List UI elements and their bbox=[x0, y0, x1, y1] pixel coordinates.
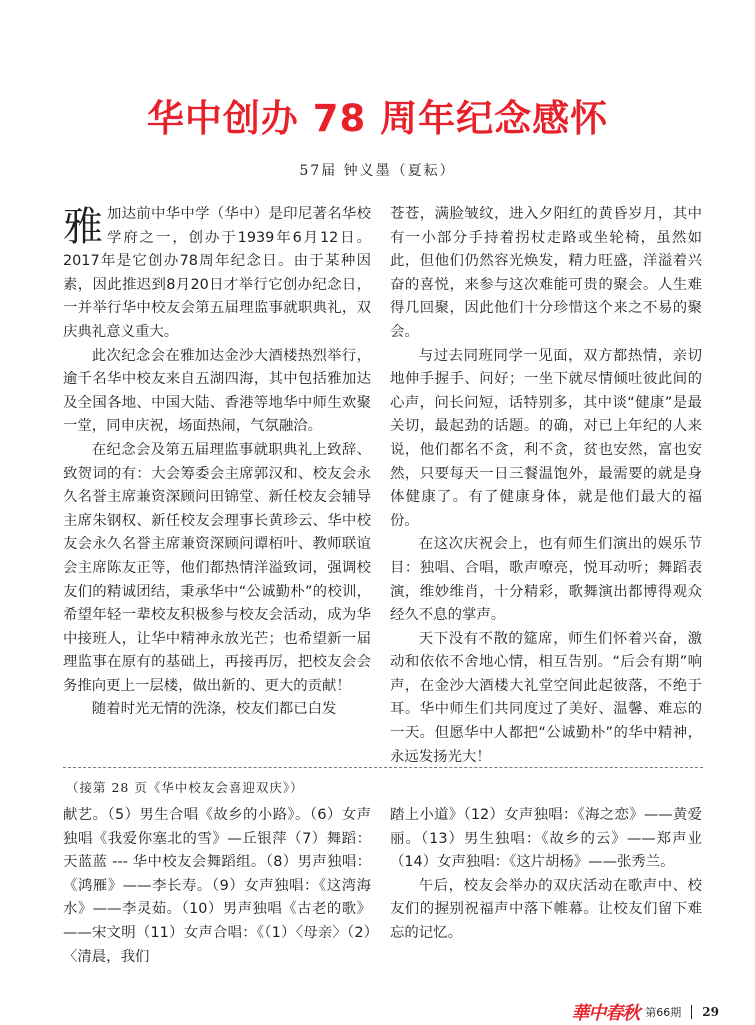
continuation-text: 踏上小道》（12）女声独唱：《海之恋》——黄爱丽。（13）男生独唱：《故乡的云》——郑声业（14）女声独唱：《这片胡杨》——张秀兰。 bbox=[390, 807, 702, 871]
drop-cap: 雅 bbox=[63, 204, 103, 250]
continuation-paragraph: 午后，校友会举办的双庆活动在歌声中、校友们的握别祝福声中落下帷幕。让校友们留下难忘的记忆。 bbox=[390, 877, 702, 941]
article-paragraph: 此次纪念会在雅加达金沙大酒楼热烈举行，逾千名华中校友来自五湖四海，其中包括雅加达及全国各地、中国大陆、香港等地华中师生欢聚一堂，同申庆祝，场面热闹，气氛融洽。 bbox=[63, 347, 371, 435]
continuation-text: 献艺。（5）男生合唱《故乡的小路》。（6）女声独唱《我爱你塞北的雪》—丘银萍（7）舞蹈：天蓝蓝 --- 华中校友会舞蹈组。（8）男声独唱：《鸿雁》——李长寿。（9）女声独唱：《这湾海水》——李灵茹。（10）男声独唱《古老的歌》——宋文明（11）女声合唱：《（1）〈母亲〉（2）〈清晨，我们 bbox=[63, 807, 371, 965]
section-divider bbox=[63, 767, 703, 768]
article-title: 华中创办 78 周年纪念感怀 bbox=[146, 97, 609, 140]
continuation-right-column bbox=[390, 804, 702, 946]
footer-separator bbox=[691, 1005, 692, 1019]
article-right-column bbox=[390, 203, 702, 769]
article-left-column bbox=[63, 203, 371, 722]
magazine-logo: 華中春秋 bbox=[571, 1003, 640, 1024]
issue-label: 第66期 bbox=[645, 1006, 682, 1019]
paragraph-text: 加达前中华中学（华中）是印尼著名华校学府之一，创办于1939年6月12日。2017年是它创办78周年纪念日。由于某种因素，因此推迟到8月20日才举行它创办纪念日，一并举行华中校友会第五届理监事就职典礼，双庆典礼意义重大。 bbox=[63, 206, 371, 340]
article-paragraph: 在这次庆祝会上，也有师生们演出的娱乐节目：独唱、合唱，歌声嘹亮，悦耳动听；舞蹈表演，维妙维肖，十分精彩，歌舞演出都博得观众经久不息的掌声。 bbox=[390, 536, 702, 624]
page-number: 29 bbox=[702, 1005, 719, 1019]
page-footer bbox=[571, 1000, 719, 1024]
article-paragraph: 与过去同班同学一见面，双方都热情，亲切地伸手握手、问好；一坐下就尽情倾吐彼此间的心声，问长问短，话特别多，其中谈“健康”是最关切，最起劲的话题。的确，对已上年纪的人来说，他们都名不贪，利不贪，贫也安然，富也安然，只要每天一日三餐温饱外，最需要的就是身体健康了。有了健康身体，就是他们最大的福份。 bbox=[390, 347, 702, 529]
article-paragraph: 苍苍，满脸皱纹，进入夕阳红的黄昏岁月，其中有一小部分手持着拐杖走路或坐轮椅，虽然如此，但他们仍然容光焕发，精力旺盛，洋溢着兴奋的喜悦，来参与这次难能可贵的聚会。人生难得几回聚，因此他们十分珍惜这个来之不易的聚会。 bbox=[390, 206, 702, 340]
article-paragraph bbox=[63, 203, 371, 345]
article-paragraph: 在纪念会及第五届理监事就职典礼上致辞、致贺词的有：大会筹委会主席郭汉和、校友会永久名誉主席兼资深顾问田锦堂、新任校友会辅导主席朱钢权、新任校友会理事长黄珍云、华中校友会永久名誉主席兼资深顾问谭栢叶、教师联谊会主席陈友正等，他们都热情洋溢致词，强调校友们的精诚团结，秉承华中“公诚勤朴”的校训，希望年轻一辈校友积极参与校友会活动，成为华中接班人，让华中精神永放光芒；也希望新一届理监事在原有的基础上，再接再厉，把校友会会务推向更上一层楼，做出新的、更大的贡献！ bbox=[63, 441, 371, 694]
article-paragraph: 天下没有不散的筵席，师生们怀着兴奋，激动和依依不舍地心情，相互告别。“后会有期”响声，在金沙大酒楼大礼堂空间此起彼落，不绝于耳。华中师生们共同度过了美好、温馨、难忘的一天。但愿华中人都把“公诚勤朴”的华中精神，永远发扬光大！ bbox=[390, 630, 702, 765]
article-paragraph: 随着时光无情的洗涤，校友们都已白发 bbox=[91, 701, 337, 718]
continuation-note: （接第 28 页《华中校友会喜迎双庆》） bbox=[66, 780, 304, 795]
article-byline: 57届 钟义墨（夏耘） bbox=[299, 163, 456, 179]
continuation-left-column bbox=[63, 804, 371, 969]
